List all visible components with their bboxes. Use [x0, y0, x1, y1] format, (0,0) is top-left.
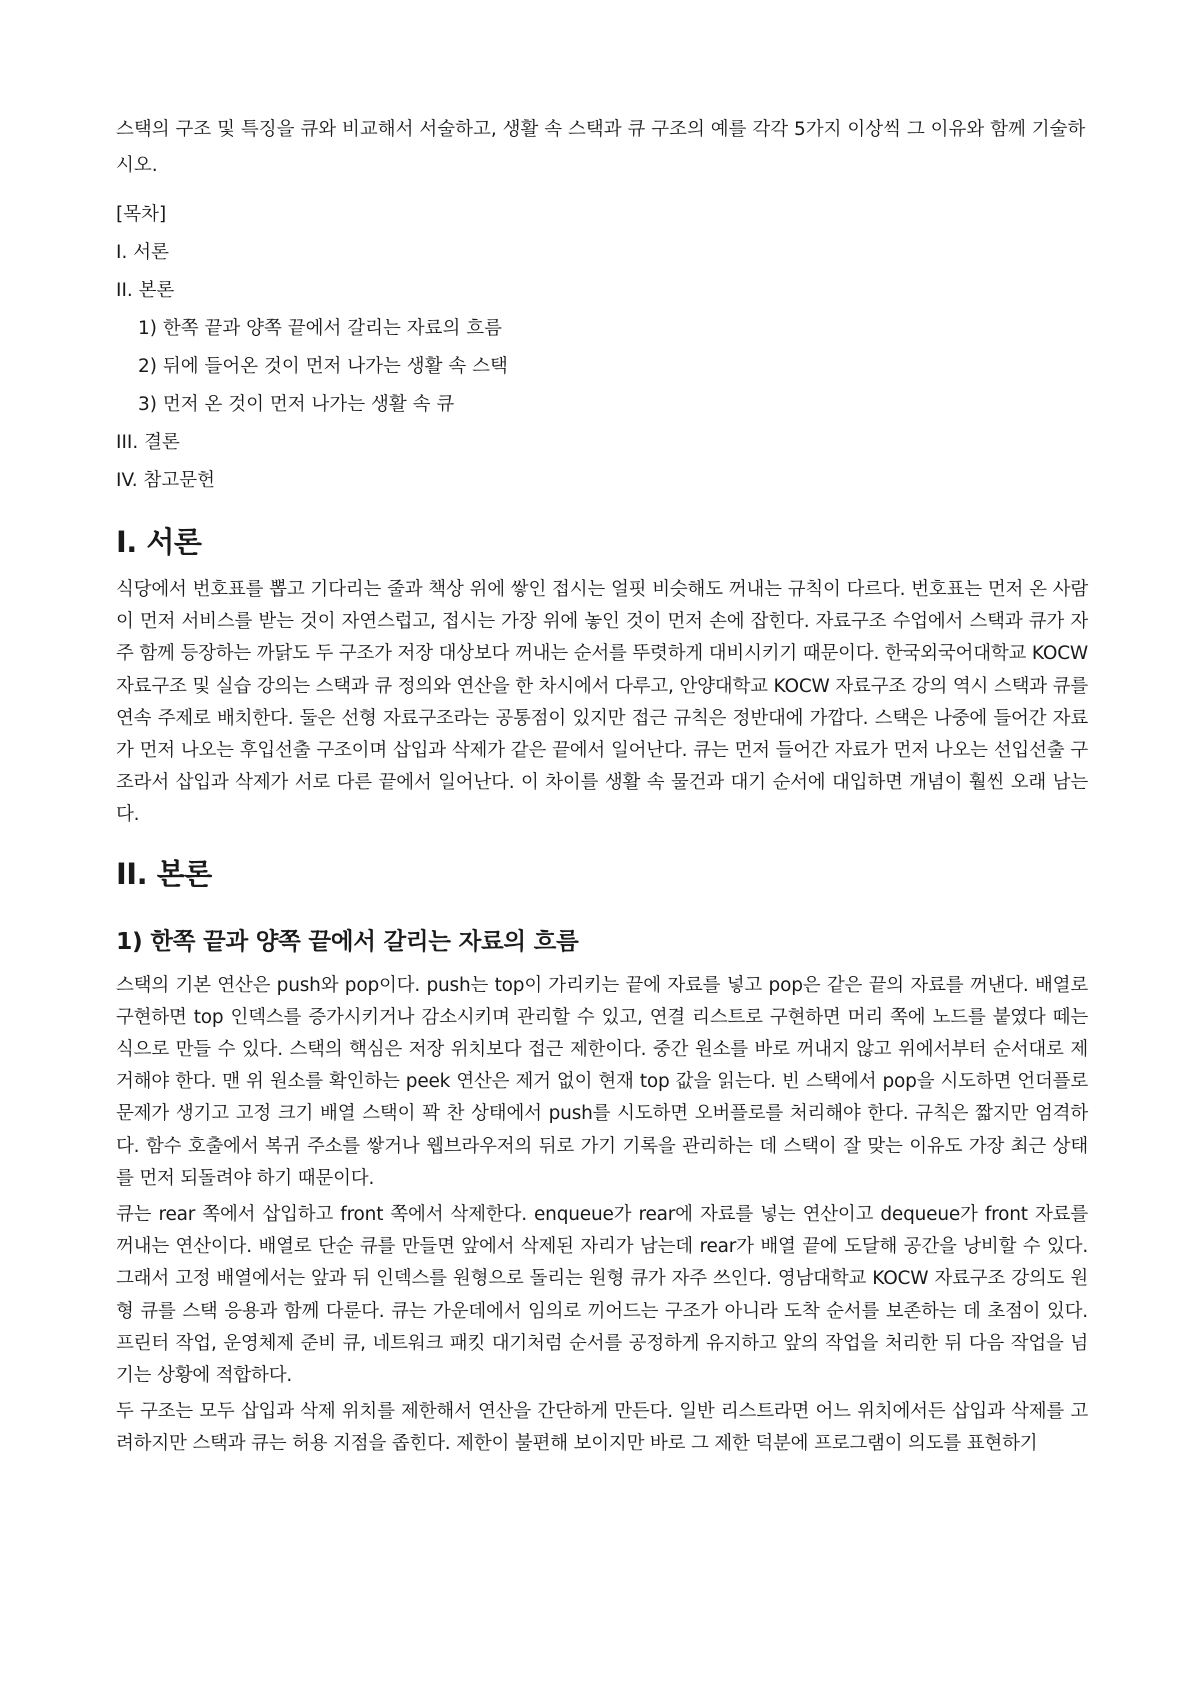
- body-paragraph: 두 구조는 모두 삽입과 삭제 위치를 제한해서 연산을 간단하게 만든다. 일반 리스트라면 어느 위치에서든 삽입과 삭제를 고려하지만 스택과 큐는 허용 지점을 좁힌다. 제한이 불편해 보이지만 바로 그 제한 덕분에 프로그램이 의도를 표현하기: [116, 1401, 1088, 1455]
- intro-paragraph: 식당에서 번호표를 뽑고 기다리는 줄과 책상 위에 쌓인 접시는 얼핏 비슷해도 꺼내는 규칙이 다르다. 번호표는 먼저 온 사람이 먼저 서비스를 받는 것이 자연스럽고, 접시는 가장 위에 놓인 것이 먼저 손에 잡힌다. 자료구조 수업에서 스택과 큐가 자주 함께 등장하는 까닭도 두 구조가 저장 대상보다 꺼내는 순서를 뚜렷하게 대비시키기 때문이다. 한국외국어대학교 KOCW 자료구조 및 실습 강의는 스택과 큐 정의와 연산을 한 차시에서 다루고, 안양대학교 KOCW 자료구조 강의 역시 스택과 큐를 연속 주제로 배치한다. 둘은 선형 자료구조라는 공통점이 있지만 접근 규칙은 정반대에 가깝다. 스택은 나중에 들어간 자료가 먼저 나오는 후입선출 구조이며 삽입과 삭제가 같은 끝에서 일어난다. 큐는 먼저 들어간 자료가 먼저 나오는 선입선출 구조라서 삽입과 삭제가 서로 다른 끝에서 일어난다. 이 차이를 생활 속 물건과 대기 순서에 대입하면 개념이 훨씬 오래 남는다.: [116, 579, 1088, 826]
- section-heading-intro: I. 서론: [116, 525, 202, 559]
- body-paragraph: 스택의 기본 연산은 push와 pop이다. push는 top이 가리키는 끝에 자료를 넣고 pop은 같은 끝의 자료를 꺼낸다. 배열로 구현하면 top 인덱스를 증가시키거나 감소시키며 관리할 수 있고, 연결 리스트로 구현하면 머리 쪽에 노드를 붙였다 떼는 식으로 만들 수 있다. 스택의 핵심은 저장 위치보다 접근 제한이다. 중간 원소를 바로 꺼내지 않고 위에서부터 순서대로 제거해야 한다. 맨 위 원소를 확인하는 peek 연산은 제거 없이 현재 top 값을 읽는다. 빈 스택에서 pop을 시도하면 언더플로 문제가 생기고 고정 크기 배열 스택이 꽉 찬 상태에서 push를 시도하면 오버플로를 처리해야 한다. 규칙은 짧지만 엄격하다. 함수 호출에서 복귀 주소를 쌓거나 웹브라우저의 뒤로 가기 기록을 관리하는 데 스택이 잘 맞는 이유도 가장 최근 상태를 먼저 되돌려야 하기 때문이다.: [116, 974, 1088, 1189]
- table-of-contents: [116, 196, 1088, 500]
- toc-title: [목차]: [116, 204, 167, 225]
- toc-subitem-3: 3) 먼저 온 것이 먼저 나가는 생활 속 큐: [138, 394, 455, 415]
- toc-item-references: IV. 참고문헌: [116, 470, 215, 491]
- toc-subitem-2: 2) 뒤에 들어온 것이 먼저 나가는 생활 속 스택: [138, 356, 508, 377]
- subsection-heading-1: 1) 한쪽 끝과 양쪽 끝에서 갈리는 자료의 흐름: [116, 926, 579, 955]
- section-heading-body: II. 본론: [116, 856, 212, 891]
- assignment-prompt: 스택의 구조 및 특징을 큐와 비교해서 서술하고, 생활 속 스택과 큐 구조의 예를 각각 5가지 이상씩 그 이유와 함께 기술하시오.: [116, 119, 1086, 176]
- toc-item-intro: I. 서론: [116, 242, 169, 263]
- toc-sub-list: [116, 310, 1088, 424]
- toc-item-conclusion: III. 결론: [116, 432, 180, 453]
- toc-item-body: II. 본론: [116, 280, 175, 301]
- body-paragraph: 큐는 rear 쪽에서 삽입하고 front 쪽에서 삭제한다. enqueue가 rear에 자료를 넣는 연산이고 dequeue가 front 자료를 꺼내는 연산이다. 배열로 단순 큐를 만들면 앞에서 삭제된 자리가 남는데 rear가 배열 끝에 도달해 공간을 낭비할 수 있다. 그래서 고정 배열에서는 앞과 뒤 인덱스를 원형으로 돌리는 원형 큐가 자주 쓰인다. 영남대학교 KOCW 자료구조 강의도 원형 큐를 스택 응용과 함께 다룬다. 큐는 가운데에서 임의로 끼어드는 구조가 아니라 도착 순서를 보존하는 데 초점이 있다. 프린터 작업, 운영체제 준비 큐, 네트워크 패킷 대기처럼 순서를 공정하게 유지하고 앞의 작업을 처리한 뒤 다음 작업을 넘기는 상황에 적합하다.: [116, 1204, 1088, 1387]
- toc-subitem-1: 1) 한쪽 끝과 양쪽 끝에서 갈리는 자료의 흐름: [138, 318, 502, 339]
